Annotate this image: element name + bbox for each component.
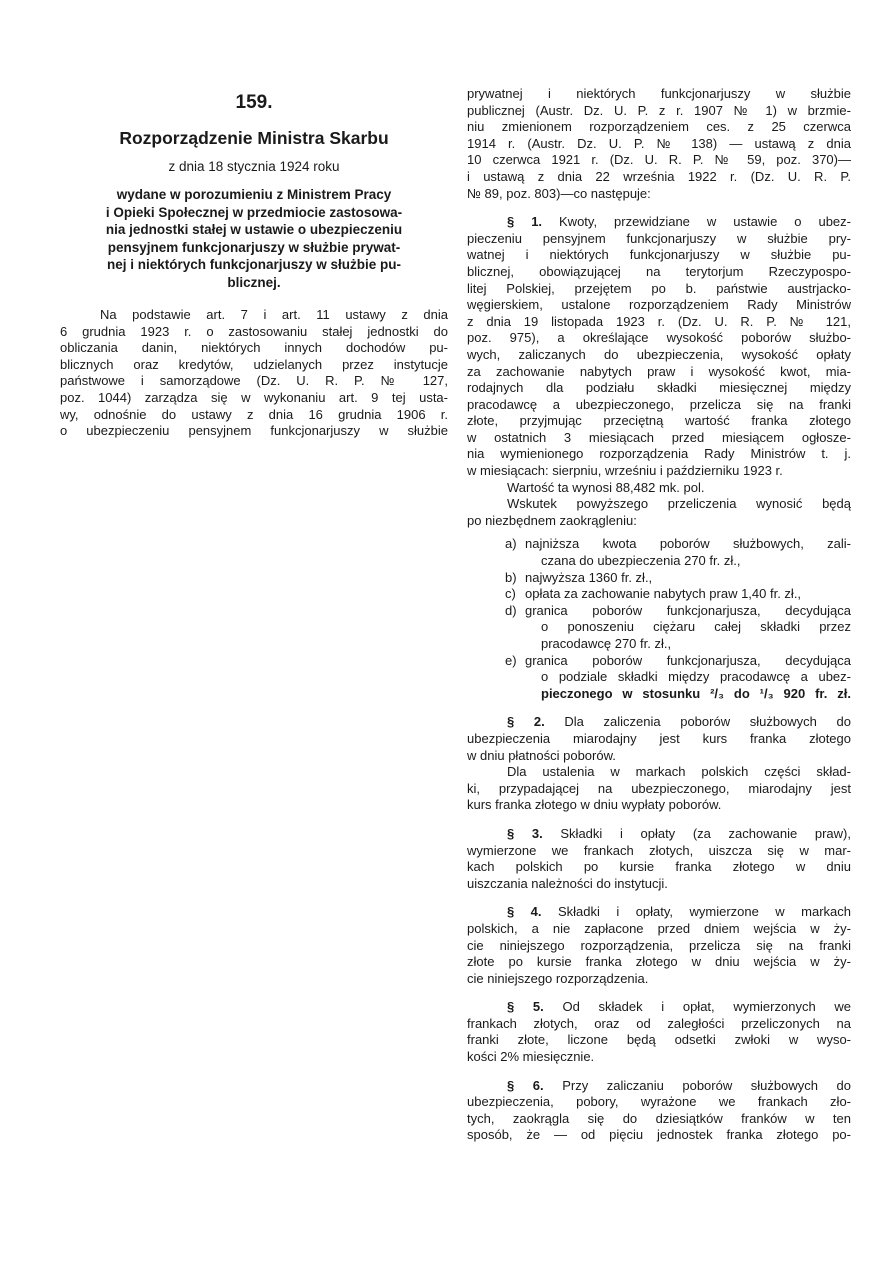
section-5-label: § 5. [507, 999, 544, 1015]
list-item [467, 603, 851, 653]
left-column [60, 86, 448, 447]
section-2-line: ki, przypadającej na ubezpieczonego, miarodajny jest [467, 780, 851, 796]
section-6-line: Przy zaliczaniu poborów służbowych do [562, 1077, 851, 1093]
section-3-line: Składki i opłaty (za zachowanie praw), [560, 825, 851, 841]
section-3-label: § 3. [507, 825, 543, 841]
subtitle-line: nia jednostki stałej w ustawie o ubezpieczeniu [105, 222, 403, 237]
intro-line: i ustawą z dnia 22 września 1922 r. (Dz. U. R. P. [467, 168, 851, 184]
section-4-line: Składki i opłaty, wymierzone w markach [558, 904, 851, 920]
preamble [60, 307, 448, 440]
preamble-line: 6 grudnia 1923 r. o zastosowaniu stałej jednostki do [60, 323, 448, 339]
act-number: 159. [235, 92, 273, 113]
section-1-line: nia wymienionego rozporządzenia Rady Ministrów t. j. [467, 446, 851, 462]
section-4-line: polskich, a nie zapłacone przed dniem wejścia w ży- [467, 920, 851, 936]
section-2-line: Dla zaliczenia poborów służbowych do [564, 714, 852, 730]
section-1-line: w ostatnich 3 miesiącach przed miesiącem ogłosze- [467, 429, 851, 445]
preamble-line: o ubezpieczeniu pensyjnem funkcjonarjuszy w służbie [60, 423, 448, 439]
list-item [467, 536, 851, 569]
list-line: najniższa kwota poborów służbowych, zali- [525, 536, 851, 552]
list-line: granica poborów funkcjonarjusza, decydująca [525, 602, 851, 618]
section-6-label: § 6. [507, 1077, 544, 1093]
section-2-label: § 2. [507, 714, 545, 730]
section-2-line: w dniu płatności poborów. [467, 747, 616, 763]
subtitle-line: i Opieki Społecznej w przedmiocie zastosowa- [105, 204, 403, 220]
list-line: granica poborów funkcjonarjusza, decydująca [525, 652, 851, 668]
act-title: Rozporządzenie Ministra Skarbu [119, 128, 389, 148]
list-letter: a) [505, 536, 517, 552]
section-4 [467, 904, 851, 987]
intro-line: 10 czerwca 1921 r. (Dz. U. R. P. № 59, poz. 370)— [467, 152, 851, 168]
preamble-line: państwowe i samorządowe (Dz. U. R. P. № 127, [60, 373, 448, 389]
section-1-line: po niezbędnem zaokrągleniu: [467, 512, 637, 528]
section-4-line: cie niniejszego rozporządzenia. [467, 970, 649, 986]
section-5-line: Od składek i opłat, wymierzonych we [562, 999, 851, 1015]
section-6-line: tych, zaokrągla się do dziesiątków franków w ten [467, 1110, 851, 1126]
section-4-line: cie niniejszego rozporządzenia, przelicza się na franki [467, 937, 851, 953]
section-1-line: Kwoty, przewidziane w ustawie o ubez- [559, 214, 851, 230]
section-3-line: wymierzone we frankach złotych, uiszcza się w mar- [467, 842, 851, 858]
section-1-line: pracodawcę a ubezpieczonego, przelicza się na franki [467, 396, 851, 412]
section-1-line: z dnia 19 listopada 1923 r. (Dz. U. R. P. № 121, [467, 313, 851, 329]
preamble-line: wy, odnośnie do ustawy z dnia 16 grudnia 1906 r. [60, 406, 448, 422]
list-line: pieczonego w stosunku ²/₃ do ¹/₃ 920 fr. zł. [541, 685, 851, 701]
section-1-line: pieczeniu pensyjnem funkcjonarjuszy w służbie pry- [467, 230, 851, 246]
section-1-line: wych, zaliczanych do ubezpieczenia, wysokość opłaty [467, 346, 851, 362]
section-1-line: rodajnych dla podziału składki miesięcznej między [467, 380, 851, 396]
list-line: opłata za zachowanie nabytych praw 1,40 fr. zł., [525, 586, 802, 602]
list-letter: e) [505, 652, 517, 668]
amount-list [467, 536, 851, 702]
list-letter: d) [505, 602, 517, 618]
list-line: najwyższa 1360 fr. zł., [525, 569, 653, 585]
list-item [467, 570, 851, 587]
subtitle-line: nej i niektórych funkcjonarjuszy w służbie pu- [106, 257, 402, 272]
section-1 [467, 214, 851, 529]
section-2-line: ubezpieczenia miarodajny jest kurs franka złotego [467, 730, 851, 746]
section-1-line: w miesiącach: sierpniu, wrześniu i październiku 1923 r. [467, 463, 783, 479]
section-2 [467, 714, 851, 814]
intro-line: prywatnej i niektórych funkcjonarjuszy w służbie [467, 86, 851, 101]
section-3-line: kach polskich po kursie franka złotego w dniu [467, 859, 851, 875]
list-line: o ponoszeniu ciężaru całej składki przez [541, 619, 851, 635]
section-1-line: blicznej, obowiązującej na terytorjum Rzeczypospo- [467, 263, 851, 279]
section-1-label: § 1. [507, 214, 543, 230]
section-1-line: węgierskiem, ustalone rozporządzeniem Rady Ministrów [467, 297, 851, 313]
section-1-line: litej Polskiej, przejętem po b. państwie austrjacko- [467, 280, 851, 296]
section-5 [467, 999, 851, 1065]
section-1-line: watnej i niektórych funkcjonarjuszy w służbie pu- [467, 247, 851, 263]
intro-line: 1914 r. (Austr. Dz. U. P. № 138) — ustawą z dnia [467, 135, 851, 151]
section-4-label: § 4. [507, 904, 542, 920]
list-letter: c) [505, 586, 516, 602]
section-1-line: za zachowanie nabytych praw i wysokość kwot, mia- [467, 363, 851, 379]
list-line: o podziale składki między pracodawcę a ubez- [541, 669, 851, 685]
section-5-line: kości 2% miesięcznie. [467, 1049, 595, 1065]
right-column [467, 86, 851, 1151]
section-1-line: poz. 975), a określające wysokość poborów służbo- [467, 330, 851, 346]
section-6-line: sposób, że — od pięciu jednostek franka złotego po- [467, 1127, 851, 1143]
section-4-line: złote po kursie franka złotego w dniu wejścia w ży- [467, 954, 851, 970]
section-3 [467, 826, 851, 892]
subtitle-line: pensyjnem funkcjonarjuszy w służbie prywat- [107, 239, 401, 255]
section-3-line: uiszczania należności do instytucji. [467, 875, 668, 891]
section-1-line: Wskutek powyższego przeliczenia wynosić będą [507, 496, 851, 512]
intro-line: niu zmienionem rozporządzeniem ces. z 25 czerwca [467, 119, 851, 135]
list-letter: b) [505, 569, 517, 585]
act-date: z dnia 18 stycznia 1924 roku [168, 159, 340, 174]
act-subtitle [60, 186, 448, 291]
preamble-line: blicznych oraz kredytów, udzielanych przez instytucje [60, 356, 448, 372]
section-5-line: frankach złotych, oraz od zaległości przeliczonych na [467, 1015, 851, 1031]
section-5-line: franki złote, liczone będą odsetki zwłoki w wyso- [467, 1032, 851, 1048]
section-1-line: złote, przyjmując przeciętną wartość franka złotego [467, 413, 851, 429]
list-line: pracodawcę 270 fr. zł., [541, 636, 672, 651]
list-item [467, 586, 851, 603]
preamble-line: poz. 1044) zarządza się w wykonaniu art. 9 tej usta- [60, 389, 448, 405]
subtitle-line: blicznej. [227, 274, 281, 290]
intro-line: publicznej (Austr. Dz. U. P. z r. 1907 № 1) w brzmie- [467, 102, 851, 118]
preamble-line: obliczania danin, niektórych innych dochodów pu- [60, 340, 448, 356]
section-2-line: Dla ustalenia w markach polskich części skład- [507, 764, 851, 780]
subtitle-line: wydane w porozumieniu z Ministrem Pracy [116, 187, 392, 202]
section-6 [467, 1078, 851, 1144]
section-2-line: kurs franka złotego w dniu wypłaty poborów. [467, 797, 722, 813]
preamble-line: Na podstawie art. 7 i art. 11 ustawy z dnia [100, 307, 448, 322]
section-6-line: ubezpieczenia, pobory, wyrażone we frankach zło- [467, 1094, 851, 1110]
intro-line: № 89, poz. 803)—co następuje: [467, 185, 651, 201]
intro-paragraph [467, 86, 851, 202]
section-1-value: Wartość ta wynosi 88,482 mk. pol. [507, 479, 705, 495]
list-line: czana do ubezpieczenia 270 fr. zł., [541, 553, 741, 569]
list-item [467, 653, 851, 703]
